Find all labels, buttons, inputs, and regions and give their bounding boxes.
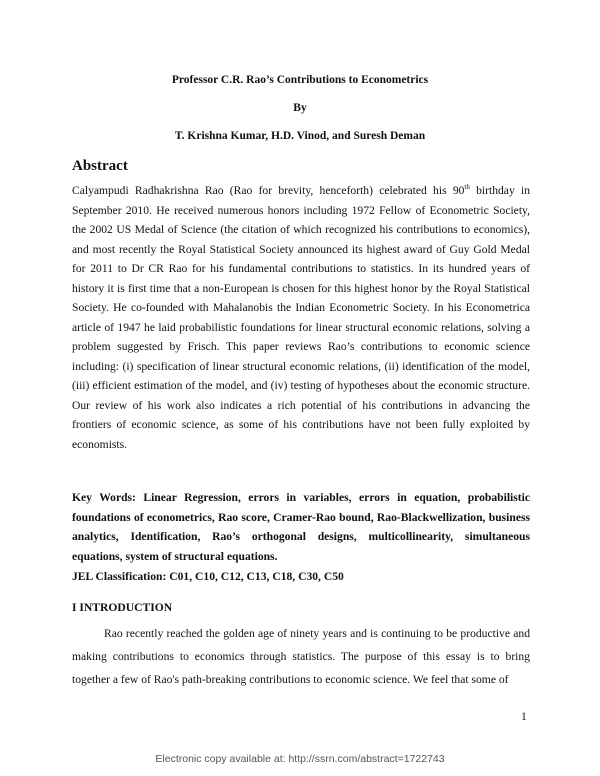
intro-paragraph: Rao recently reached the golden age of ninety years and is continuing to be productive and making contributions to economics through statistics. The purpose of this essay is to bring together a few of Rao's path-breaking contributions to economic science. We feel that some of bbox=[72, 627, 530, 686]
keywords: Key Words: Linear Regression, errors in variables, errors in equation, probabilistic foundations of econometrics, Rao score, Cramer-Rao bound, Rao-Blackwellization, business analytics, Identification, Rao’s orthogonal designs, multicollinearity, simultaneous equations, system of structural equations. bbox=[72, 491, 530, 563]
paper-authors: T. Krishna Kumar, H.D. Vinod, and Suresh Deman bbox=[174, 130, 426, 142]
abstract-text bbox=[72, 181, 530, 454]
abstract-text-part1: Calyampudi Radhakrishna Rao (Rao for brevity, henceforth) celebrated his 90 bbox=[72, 184, 465, 197]
section-title: I INTRODUCTION bbox=[72, 601, 173, 614]
jel-classification: JEL Classification: C01, C10, C12, C13, C18, C30, C50 bbox=[72, 570, 344, 583]
abstract-heading: Abstract bbox=[72, 158, 128, 174]
paper-title: Professor C.R. Rao’s Contributions to Econometrics bbox=[171, 74, 429, 86]
footer-ssrn-link[interactable]: Electronic copy available at: http://ssrn.com/abstract=1722743 bbox=[155, 753, 445, 765]
page-number: 1 bbox=[521, 710, 527, 723]
abstract-text-part2: birthday in September 2010. He received numerous honors including 1972 Fellow of Econometric Society, the 2002 US Medal of Science (the citation of which recognized his contributions to economics), and most recently the Royal Statistical Society announced its highest award of Guy Gold Medal for 2011 to Dr CR Rao for his fundamental contributions to statistics. In its hundred years of history it is first time that a non-European is chosen for this highest honor by the Royal Statistical Society. He co-founded with Mahalanobis the Indian Econometric Society. In his Econometrica article of 1947 he laid probabilistic foundations for linear structural economic relations, solving a problem suggested by Frisch. This paper reviews Rao’s contributions to economic science including: (i) specification of linear structural economic relations, (ii) identification of the model, (iii) efficient estimation of the model, and (iv) testing of hypotheses about the economic structure. Our review of his work also indicates a rich potential of his contributions in advancing the frontiers of economic science, as some of his contributions have not been fully exploited by economists. bbox=[72, 184, 530, 451]
abstract-superscript: th bbox=[464, 183, 470, 192]
paper-by: By bbox=[293, 102, 307, 114]
